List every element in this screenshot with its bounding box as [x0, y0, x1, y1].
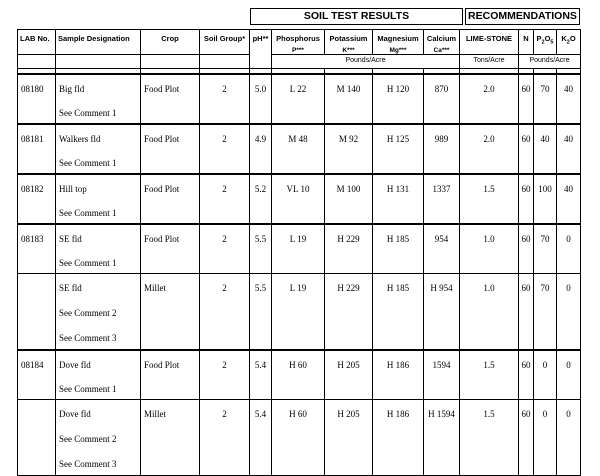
k2o-header: $K_2O$: [557, 30, 581, 55]
table-row: [18, 350, 581, 400]
ph-header: pH**: [250, 30, 272, 69]
potassium-header: Potassium K***: [325, 30, 373, 55]
ph-value: 5.4: [254, 409, 267, 419]
calcium-value: H 1594: [428, 409, 455, 419]
magnesium-value: H 131: [386, 184, 410, 194]
limestone-cell: [460, 350, 519, 400]
n-rec-value: 60: [521, 134, 531, 144]
p2o5-rec-cell: [534, 74, 557, 124]
phosphorus-value: H 60: [289, 409, 307, 419]
sample-designation-cell: [56, 124, 141, 174]
limestone-value: 2.0: [483, 84, 495, 94]
n-rec-cell: [519, 400, 534, 476]
p2o5-header: $P_2O_5$: [534, 30, 557, 55]
calcium-value: 1337: [432, 184, 451, 194]
phosphorus-value: L 19: [289, 234, 307, 244]
potassium-value: M 140: [336, 84, 361, 94]
table-row: [18, 174, 581, 224]
magnesium-sub: Mg***: [389, 47, 407, 54]
phosphorus-cell: [272, 124, 325, 174]
magnesium-value: H 185: [386, 234, 410, 244]
n-rec-value: 60: [521, 283, 531, 293]
sample-designation-value: Big fld: [59, 84, 85, 94]
calcium-value: 1594: [432, 360, 451, 370]
soil-group-value: 2: [222, 283, 227, 293]
limestone-value: 1.5: [483, 184, 495, 194]
ph-value: 5.2: [254, 184, 267, 194]
crop-value: Millet: [144, 283, 166, 293]
soil-group-cell: [200, 174, 250, 224]
crop-value: Food Plot: [144, 184, 180, 194]
soil-test-table: [17, 29, 581, 476]
crop-value: Food Plot: [144, 134, 180, 144]
calcium-value: 870: [434, 84, 449, 94]
soil-group-cell: [200, 400, 250, 476]
p2o5-rec-cell: [534, 350, 557, 400]
lab-no-cell: [18, 174, 56, 224]
limestone-cell: [460, 124, 519, 174]
lab-no-header: LAB No.: [18, 30, 56, 55]
lab-no-value: 08183: [21, 234, 44, 244]
lab-no-value: [21, 274, 55, 299]
table-row: [18, 124, 581, 174]
phosphorus-cell: [272, 400, 325, 476]
ph-cell: [250, 274, 272, 351]
potassium-value: H 205: [337, 409, 360, 419]
k2o-rec-cell: [557, 124, 581, 174]
potassium-cell: [325, 174, 373, 224]
sample-designation-cell: [56, 350, 141, 400]
soil-group-value: 2: [222, 84, 227, 94]
magnesium-cell: [373, 224, 424, 274]
soil-group-cell: [200, 274, 250, 351]
potassium-cell: [325, 224, 373, 274]
ph-cell: [250, 350, 272, 400]
crop-cell: [141, 400, 200, 476]
calcium-header: Calcium Ca***: [424, 30, 460, 55]
p2o5-rec-cell: [534, 400, 557, 476]
magnesium-header: Magnesium Mg***: [373, 30, 424, 55]
k2o-rec-cell: [557, 74, 581, 124]
n-rec-value: 60: [521, 84, 531, 94]
n-rec-cell: [519, 74, 534, 124]
magnesium-cell: [373, 274, 424, 351]
k2o-rec-value: 0: [566, 283, 571, 293]
potassium-sub: K***: [342, 47, 355, 54]
ph-value: 4.9: [254, 134, 267, 144]
k2o-rec-cell: [557, 224, 581, 274]
p2o5-rec-value: 40: [540, 134, 550, 144]
sample-designation-cell: [56, 74, 141, 124]
p2o5-rec-cell: [534, 124, 557, 174]
n-rec-value: 60: [521, 234, 531, 244]
p2o5-rec-cell: [534, 174, 557, 224]
k2o-rec-value: 40: [564, 134, 573, 144]
soil-group-value: 2: [222, 409, 227, 419]
potassium-cell: [325, 274, 373, 351]
soil-group-value: 2: [222, 134, 227, 144]
soil-test-results-heading: SOIL TEST RESULTS: [250, 8, 463, 25]
comment-note: See Comment 1: [59, 208, 117, 218]
potassium-value: M 92: [338, 134, 359, 144]
pounds-acre-rec-unit: Pounds/Acre: [519, 55, 581, 69]
lab-no-cell: [18, 350, 56, 400]
ph-value: 5.0: [254, 84, 267, 94]
k2o-rec-cell: [557, 400, 581, 476]
phosphorus-cell: [272, 74, 325, 124]
crop-value: Food Plot: [144, 234, 180, 244]
k2o-rec-cell: [557, 350, 581, 400]
calcium-sub: Ca***: [433, 47, 450, 54]
magnesium-cell: [373, 350, 424, 400]
soil-group-cell: [200, 74, 250, 124]
n-rec-value: 60: [521, 360, 531, 370]
crop-value: Millet: [144, 409, 166, 419]
sample-designation-cell: [56, 274, 141, 351]
k2o-rec-value: 40: [564, 184, 573, 194]
phosphorus-value: H 60: [289, 360, 307, 370]
k2o-rec-value: 0: [566, 234, 571, 244]
soil-group-header: Soil Group*: [200, 30, 250, 55]
limestone-value: 1.0: [483, 234, 495, 244]
pounds-acre-unit: Pounds/Acre: [272, 55, 460, 69]
magnesium-cell: [373, 74, 424, 124]
ph-cell: [250, 224, 272, 274]
p2o5-rec-value: 70: [540, 84, 550, 94]
calcium-value: 954: [434, 234, 449, 244]
calcium-cell: [424, 224, 460, 274]
p2o5-rec-value: 70: [540, 283, 550, 293]
ph-cell: [250, 400, 272, 476]
sample-designation-value: Dove fld: [59, 360, 91, 370]
crop-header: Crop: [141, 30, 200, 55]
comment-note: See Comment 1: [59, 384, 117, 394]
p2o5-rec-value: 0: [542, 409, 548, 419]
n-header: N: [519, 30, 534, 55]
comment-note: See Comment 2: [59, 308, 117, 318]
magnesium-cell: [373, 400, 424, 476]
phosphorus-cell: [272, 350, 325, 400]
phosphorus-value: M 48: [288, 134, 308, 144]
limestone-value: 1.5: [483, 409, 495, 419]
calcium-cell: [424, 74, 460, 124]
n-rec-cell: [519, 174, 534, 224]
ph-cell: [250, 124, 272, 174]
comment-note: See Comment 2: [59, 434, 117, 444]
sample-designation-header: Sample Designation: [56, 30, 141, 55]
lab-no-value: 08180: [21, 84, 44, 94]
ph-value: 5.5: [254, 283, 267, 293]
magnesium-value: H 186: [386, 409, 410, 419]
table-row: [18, 74, 581, 124]
n-rec-value: 60: [521, 184, 531, 194]
sample-designation-cell: [56, 400, 141, 476]
lab-no-value: 08182: [21, 184, 44, 194]
lab-no-cell: [18, 224, 56, 274]
magnesium-cell: [373, 174, 424, 224]
n-rec-cell: [519, 274, 534, 351]
p2o5-rec-value: 70: [540, 234, 550, 244]
comment-note: See Comment 1: [59, 258, 117, 268]
ph-cell: [250, 174, 272, 224]
lab-no-cell: [18, 74, 56, 124]
potassium-value: H 229: [337, 234, 360, 244]
calcium-cell: [424, 124, 460, 174]
crop-cell: [141, 274, 200, 351]
crop-cell: [141, 74, 200, 124]
crop-value: Food Plot: [144, 84, 180, 94]
n-rec-value: 60: [521, 409, 531, 419]
magnesium-value: H 125: [386, 134, 410, 144]
lab-no-cell: [18, 400, 56, 476]
soil-group-cell: [200, 224, 250, 274]
p2o5-rec-value: 100: [538, 184, 552, 194]
magnesium-value: H 185: [386, 283, 410, 293]
units-row: [18, 55, 581, 69]
phosphorus-cell: [272, 224, 325, 274]
calcium-cell: [424, 350, 460, 400]
comment-note: See Comment 3: [59, 459, 117, 469]
potassium-cell: [325, 350, 373, 400]
limestone-value: 1.0: [483, 283, 495, 293]
ph-cell: [250, 74, 272, 124]
limestone-cell: [460, 174, 519, 224]
ph-value: 5.4: [254, 360, 267, 370]
limestone-cell: [460, 400, 519, 476]
soil-group-cell: [200, 350, 250, 400]
sample-designation-value: SE fld: [59, 234, 82, 244]
potassium-value: H 229: [337, 283, 360, 293]
n-rec-cell: [519, 124, 534, 174]
limestone-header: LIME-STONE: [460, 30, 519, 55]
calcium-cell: [424, 400, 460, 476]
lab-no-cell: [18, 124, 56, 174]
limestone-cell: [460, 274, 519, 351]
sample-designation-value: Walkers fld: [59, 134, 101, 144]
potassium-cell: [325, 400, 373, 476]
magnesium-value: H 186: [386, 360, 410, 370]
limestone-value: 2.0: [483, 134, 495, 144]
k2o-rec-cell: [557, 174, 581, 224]
comment-note: See Comment 1: [59, 108, 117, 118]
phosphorus-cell: [272, 174, 325, 224]
phosphorus-cell: [272, 274, 325, 351]
k2o-rec-value: 0: [566, 360, 571, 370]
recommendations-heading: RECOMMENDATIONS: [465, 8, 580, 25]
potassium-cell: [325, 74, 373, 124]
potassium-value: M 100: [336, 184, 361, 194]
potassium-value: H 205: [337, 360, 360, 370]
crop-cell: [141, 350, 200, 400]
ph-value: 5.5: [254, 234, 267, 244]
sample-designation-value: Dove fld: [59, 409, 91, 419]
sample-designation-value: SE fld: [59, 283, 82, 293]
limestone-cell: [460, 224, 519, 274]
lab-no-value: 08181: [21, 134, 44, 144]
calcium-value: 989: [434, 134, 449, 144]
crop-cell: [141, 124, 200, 174]
table-row: [18, 400, 581, 476]
sample-designation-cell: [56, 224, 141, 274]
soil-group-cell: [200, 124, 250, 174]
sample-designation-cell: [56, 174, 141, 224]
k2o-rec-value: 40: [564, 84, 573, 94]
soil-group-value: 2: [222, 234, 227, 244]
p2o5-rec-cell: [534, 224, 557, 274]
p2o5-rec-cell: [534, 274, 557, 351]
k2o-rec-cell: [557, 274, 581, 351]
comment-note: See Comment 1: [59, 158, 117, 168]
lab-no-cell: [18, 274, 56, 351]
phosphorus-sub: P***: [292, 47, 304, 54]
soil-group-value: 2: [222, 360, 227, 370]
tons-acre-unit: Tons/Acre: [460, 55, 519, 69]
sample-designation-value: Hill top: [59, 184, 87, 194]
n-rec-cell: [519, 350, 534, 400]
calcium-cell: [424, 274, 460, 351]
lab-no-value: 08184: [21, 360, 44, 370]
crop-cell: [141, 174, 200, 224]
lab-no-value: [21, 400, 55, 425]
phosphorus-value: L 22: [289, 84, 307, 94]
phosphorus-header: Phosphorus P***: [272, 30, 325, 55]
phosphorus-value: VL 10: [286, 184, 310, 194]
magnesium-cell: [373, 124, 424, 174]
n-rec-cell: [519, 224, 534, 274]
table-row: [18, 224, 581, 274]
calcium-cell: [424, 174, 460, 224]
p2o5-rec-value: 0: [542, 360, 548, 370]
soil-group-value: 2: [222, 184, 227, 194]
calcium-value: H 954: [430, 283, 453, 293]
limestone-cell: [460, 74, 519, 124]
k2o-rec-value: 0: [566, 409, 571, 419]
crop-value: Food Plot: [144, 360, 180, 370]
potassium-cell: [325, 124, 373, 174]
phosphorus-value: L 19: [289, 283, 307, 293]
magnesium-value: H 120: [386, 84, 410, 94]
limestone-value: 1.5: [483, 360, 495, 370]
comment-note: See Comment 3: [59, 333, 117, 343]
table-row: [18, 274, 581, 351]
crop-cell: [141, 224, 200, 274]
